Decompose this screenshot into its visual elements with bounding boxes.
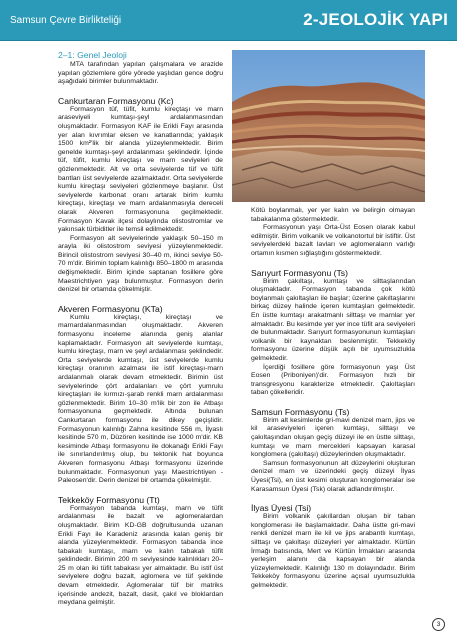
ilyas-heading: İlyas Üyesi (Tsi) xyxy=(251,503,312,514)
organization-name: Samsun Çevre Birlikteliği xyxy=(10,15,122,26)
saryurt-paragraph-2: İçerdiği fosillere göre formasyonun yaşı Üst Eosen (Priboniyen)'dir. Formasyon hızlı bir transgresyonu karakterize etmektedir. Çakıltaşları taban çökelleridir. xyxy=(251,363,415,397)
tekkekoy-paragraph: Formasyon tabanda kumtaşı, marn ve tüfit ardalanması ile bazalt ve aglomeralardan oluşmaktadır. Birim KD-GB doğrultusunda uzanan Erikli Fayı ile Karadeniz arasında kalan geniş bir alanda yüzeylenmektedir. Formasyon tabanda ince tabakalı kumtaşı, marn ve kalın tabakalı tüfit şeklindedir. Birimin 200 m seviyesinde kalınlıkları 20–25 m olan iki tüfit tabakası yer almaktadır. Bu istif üst seviyelere doğru bazalt, aglomera ve tüf şeklinde devam etmektedir. Aglomeralar tüf bir matriks içerisinde andezit, bazalt, dasit, çakıl ve bloklardan meydana gelmiştir. xyxy=(58,504,223,607)
section-title: 2-JEOLOJİK YAPI xyxy=(303,10,448,29)
page-number: 3 xyxy=(432,618,445,631)
samsun-heading: Samsun Formasyonu (Ts) xyxy=(251,406,350,417)
akveren-heading: Akveren Formasyonu (KTa) xyxy=(58,303,163,314)
ilyas-paragraph: Birim volkanik çakıllardan oluşan bir taban konglomerası ile başlamaktadır. Daha üstte gri-mavi renkli denizel marn ile kil ve jips arabantlı kumtaşı, silttaşı ve çakıltaşı düzeyleri yer almaktadır. Kürtün İrmağı batısında, Mert ve Kürtün İrmakları arasında yerleşim alanını da kapsayan bir alanda yüzeylemektedir. Kalınlığı 130 m dolayındadır. Birim Tekkeköy formasyonu üzerine açısal uyumsuzlukla gelmektedir. xyxy=(251,513,415,589)
landscape-photo xyxy=(232,50,425,202)
samsun-paragraph-2: Samsun formasyonunun alt düzeylerini oluşturan denizel marn ve üzerindeki geçiş düzeyi İlyas Üyesi(Tsi), en üst kesimi oluşturan konglomeralar ise Karasamsun Üyesi (Tsk) olarak adlandırılmıştır. xyxy=(251,459,415,493)
intro-paragraph: MTA tarafından yapılan çalışmalara ve arazide yapılan gözlemlere göre yörede yaşlıdan gence doğru aşağıdaki birimler bulunmaktadır. xyxy=(58,61,223,86)
tekkekoy-paragraph-2: Formasyonun yaşı Orta-Üst Eosen olarak kabul edilmiştir. Birim volkanik ve volkanotortul bir istiftir. Üst seviyelerdeki bazalt lavları ve aglomeraların varlığı ortamın kısmen sığlaştığını göstermektedir. xyxy=(251,224,415,257)
cankurtaran-paragraph-2: Formasyon alt seviyelerinde yaklaşık 50–150 m arayla iki olistostrom seviyesi yüzeylenmektedir. Birincil olistostrom seviyesi 30–40 m, ikinci seviye 50-70 m'dir. Birimin toplam kalınlığı 850–1800 m arasında değişmektedir. Birim içinde saptanan fosillere göre Maestrichtiyen yaşı bulunmuştur. Formasyon derin denizel bir ortamda çökelmiştir. xyxy=(58,234,223,294)
tekkekoy-continuation: Kötü boylanmalı, yer yer kalın ve belirgin olmayan tabakalanma göstermektedir. xyxy=(251,207,415,223)
cankurtaran-paragraph-1: Formasyon tüf, tüfit, kumlu kireçtaşı ve marn araseviyeli kumtaşı-şeyl ardalanmasından oluşmaktadır. Formasyon KAF ile Erikli Fayı arasında yer alan kıvrımlar eksen ve kanatlarında; yaklaşık 1500 km²'lik bir alanda yüzeylenmektedir. Birim genelde kumtaşı-şeyl ardalanması şeklindedir. İçinde tüf, tüfit, kumlu kireçtaşı ve marn seviyeleri de gözlenmektedir. Alt ve orta seviyelerde tüf ve tüfit bantları üst seviyelerde azalmaktadır. Orta seviyelerde kumlu kireçtaşı seviyeleri gözlenmeye başlanır. Üst seviyelerde karbonat oranı artarak birim kumlu kireçtaşı, kireçtaşı ve marn ardalanmasıyla dereceli olarak Akveren formasyonuna geçilmektedir. Formasyon Kavak ilçesi dolaylında olistostromlar ve yakınsak türbiditler ile temsil edilmektedir. xyxy=(58,105,223,234)
saryurt-heading: Sarıyurt Formasyonu (Ts) xyxy=(251,267,348,278)
left-column xyxy=(58,50,223,608)
page-header xyxy=(0,0,457,40)
cankurtaran-heading: Cankurtaran Formasyonu (Kc) xyxy=(58,95,174,106)
samsun-paragraph-1: Birim alt kesimlerde gri-mavi denizel marn, jips ve kil araseviyeleri içeren kumtaşı, silttaşı ve çakıltaşından oluşan geçiş düzeyi ile en üstte silttaşı, kumtaşı ve marn mercekleri kapsayan karasal konglomera (çakıltaşı) düzeylerinden oluşmaktadır. xyxy=(251,416,415,459)
tekkekoy-heading: Tekkeköy Formasyonu (Tt) xyxy=(58,494,160,505)
saryurt-paragraph-1: Birim çakıltaşı, kumtaşı ve silttaşlarından oluşmaktadır. Formasyon tabanda çok kötü boylanmalı çakıltaşları ile başlar; üzerine çakıltaşlarını birkaç düzey halinde içeren kumtaşları gelmektedir. En üstte kumtaşı arakatmanlı silttaşı ve marnlar yer almaktadır. Bu kesimde yer yer ince tüfit ara seviyeleri de bulunmaktadır. Sarıyurt formasyonunun kumtaşları volkanik bir kaynaktan beslenmiştir. Tekkeköy formasyonu üzerine düşük açılı bir uyumsuzlukla gelmektedir. xyxy=(251,277,415,362)
header-divider xyxy=(0,40,457,41)
akveren-paragraph: Kumlu kireçtaşı, kireçtaşı ve marnardalanmasından oluşmaktadır. Akveren formasyonu inceleme alanında geniş alanlar kaplamaktadır. Formasyon alt seviyelerde kumtaşı, kumlu kireçtaşı, marn ve şeyl ardalanması şeklindedir. Orta seviyelerde kumtaşı, üst seviyelerde kumlu kireçtaşı oranının azalması ile istif kireçtaşı-marn ardalanmalı olarak devam etmektedir. Birimin üst seviyelerinde çört ardalanları ve çört yumrulu kireçtaşları ile kırmızı-şarab renkli marn ardalanması gözlenmektedir. Birim 10–30 m'lik bir zon ile Atbaşı formasyonuna geçmektedir. Altında bulunan Cankurtaran formasyonu ile dikey geçişlidir. Formasyonun kalınlığı Zahna kesitinde 556 m, İlyaslı kesitinde 570 m, Düzören kesitinde ise 1000 m'dir. KB kesiminde Atbaşı formasyonu ile dokanağı Erikli Fayı ile sınırlandırılmış olup, bu tektonik hat boyunca Akveren formasyonu Atbaşı formasyonu üzerinde bulunmaktadır. Formasyonun yaşı Maestrichtiyen - Paleosen'dir. Derin denizel bir ortamda çökelmiştir. xyxy=(58,313,223,485)
intro-heading: 2–1: Genel Jeoloji xyxy=(58,50,127,60)
right-column xyxy=(251,207,415,591)
